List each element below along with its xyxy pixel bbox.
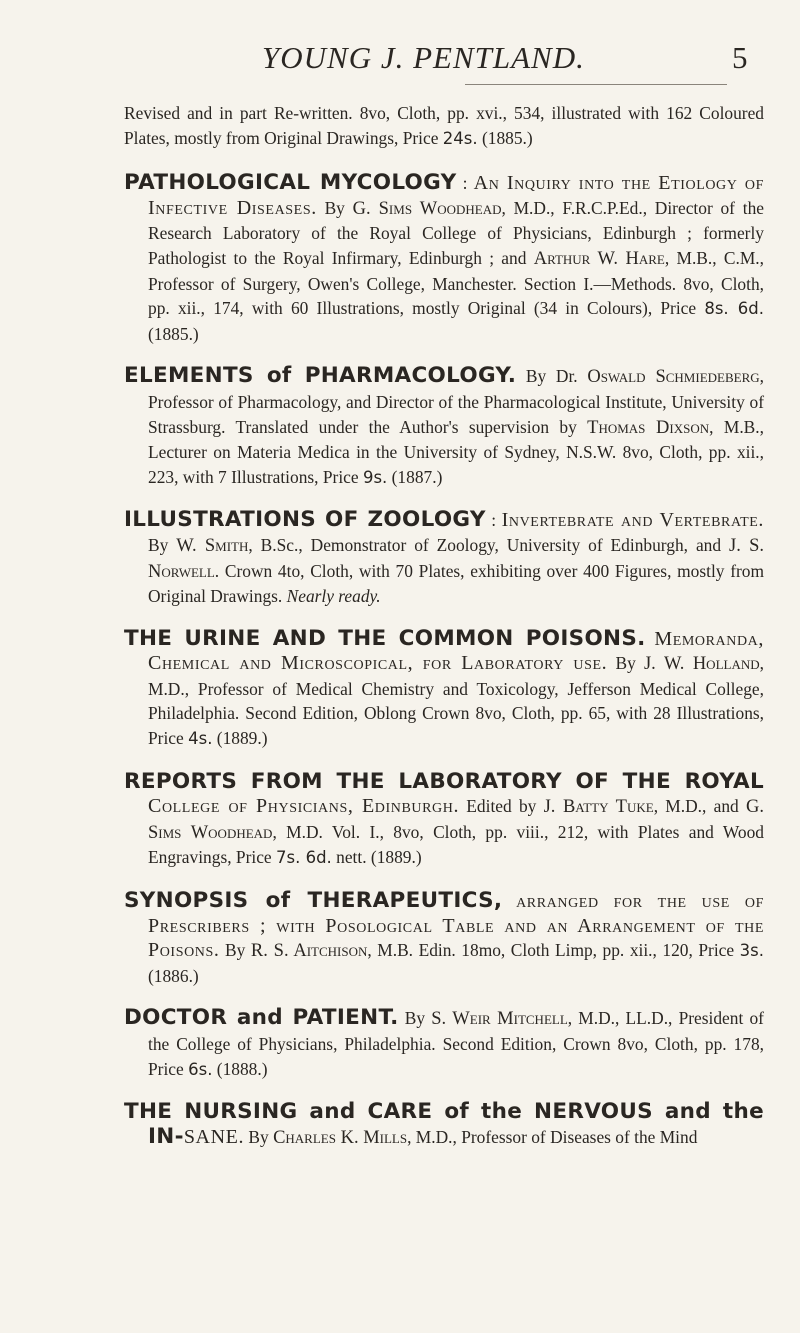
book-entry-urine-poisons: THE URINE AND THE COMMON POISONS. Memoranda, Chemical and Microscopical, for Laboratory use. By J. W. Holland, M.D., Professor of Medical Chemistry and Toxicology, Jefferson Medical College, Philadelphia. Second Edition, Oblong Crown 8vo, Cloth, pp. 65, with 28 Illustrations, Price 4s. (1889.) [124,625,764,749]
book-title: ILLUSTRATIONS OF ZOOLOGY [124,507,486,533]
book-price: 6s. [188,1059,213,1079]
book-entry-laboratory-reports: REPORTS FROM THE LABORATORY OF THE ROYAL College of Physicians, Edinburgh. Edited by J. Batty Tuke, M.D., and G. Sims Woodhead, M.D. Vol. I., 8vo, Cloth, pp. viii., 212, with Plates and Wood Engravings, Price 7s. 6d. nett. (1889.) [124,768,764,868]
book-author: S. Weir Mitchell [431,1009,568,1030]
book-list [124,101,764,1168]
header-rule [465,84,727,85]
book-title: THE NURSING and CARE of the NERVOUS and the IN- [124,1099,764,1149]
running-title: YOUNG J. PENTLAND. [262,40,585,75]
book-author: Arthur W. Hare [533,248,665,269]
book-author: J. S. Norwell [148,535,764,582]
book-author: G. Sims Woodhead [352,198,502,219]
book-author: W. Smith [176,535,249,556]
book-author: Thomas Dixson [587,417,710,438]
book-title: DOCTOR and PATIENT. [124,1005,399,1031]
book-author: Oswald Schmiedeberg [587,367,760,388]
book-entry-pathological-mycology: PATHOLOGICAL MYCOLOGY : An Inquiry into the Etiology of Infective Diseases. By G. Sims Woodhead, M.D., F.R.C.P.Ed., Director of the Research Laboratory of the Royal College of Physicians, Edinburgh ; formerly Pathologist to the Royal Infirmary, Edinburgh ; and Arthur W. Hare, M.B., C.M., Professor of Surgery, Owen's College, Manchester. Section I.—Methods. 8vo, Cloth, pp. xii., 174, with 60 Illustrations, mostly Original (34 in Colours), Price 8s. 6d. (1885.) [124,170,764,344]
book-entry-synopsis-therapeutics: SYNOPSIS of THERAPEUTICS, arranged for the use of Prescribers ; with Posological Table and an Arrangement of the Poisons. By R. S. Aitchison, M.B. Edin. 18mo, Cloth Limp, pp. xii., 120, Price 3s. (1886.) [124,888,764,986]
page-number: 5 [732,40,748,75]
book-author: J. Batty Tuke [543,797,654,818]
book-author: Charles K. Mills [273,1127,408,1148]
book-title: SYNOPSIS of THERAPEUTICS, [124,888,503,914]
book-title: THE URINE AND THE COMMON POISONS. [124,625,646,651]
book-author: G. Sims Woodhead [148,797,764,843]
book-author: R. S. Aitchison [250,941,368,962]
book-title: ELEMENTS of PHARMACOLOGY. [124,363,517,389]
book-entry-nursing-care: THE NURSING and CARE of the NERVOUS and the IN-SANE. By Charles K. Mills, M.D., Professor of Diseases of the Mind [124,1099,764,1149]
book-price: 4s. [188,729,213,749]
book-price: 3s. [739,941,764,961]
book-author: J. W. Holland [643,654,760,675]
book-entry-continuation: Revised and in part Re-written. 8vo, Cloth, pp. xvi., 534, illustrated with 162 Coloured Plates, mostly from Original Drawings, Price 24s. (1885.) [124,103,764,148]
availability-note: Nearly ready. [286,586,381,607]
book-subtitle: College of Physicians, Edinburgh. [148,795,460,818]
book-subtitle: An Inquiry into the Etiology of Infective Diseases. [148,172,764,219]
book-price: 7s. 6d. [275,848,332,868]
book-subtitle: arranged for the use of Prescribers ; with Posological Table and an Arrangement of the Poisons. [148,890,764,962]
running-header [0,40,800,80]
book-subtitle: Invertebrate and Vertebrate. [501,509,765,532]
book-entry-illustrations-zoology: ILLUSTRATIONS OF ZOOLOGY : Invertebrate and Vertebrate. By W. Smith, B.Sc., Demonstrator of Zoology, University of Edinburgh, and J. S. Norwell. Crown 4to, Cloth, with 70 Plates, exhibiting over 400 Figures, mostly from Original Drawings. Nearly ready. [124,507,765,607]
book-title: PATHOLOGICAL MYCOLOGY [124,170,457,196]
book-subtitle: Memoranda, Chemical and Microscopical, for Laboratory use. [148,627,764,675]
book-price: 9s. [362,467,388,487]
book-price: 24s. [442,128,478,148]
book-entry-elements-pharmacology: ELEMENTS of PHARMACOLOGY. By Dr. Oswald Schmiedeberg, Professor of Pharmacology, and Director of the Pharmacological Institute, University of Strassburg. Translated under the Author's supervision by Thomas Dixson, M.B., Lecturer on Materia Medica in the University of Sydney, N.S.W. 8vo, Cloth, pp. xii., 223, with 7 Illustrations, Price 9s. (1887.) [124,363,764,487]
book-subtitle: SANE. [183,1125,245,1148]
book-title: REPORTS FROM THE LABORATORY OF THE ROYAL [124,768,764,794]
book-entry-doctor-patient: DOCTOR and PATIENT. By S. Weir Mitchell, M.D., LL.D., President of the College of Physicians, Philadelphia. Second Edition, Crown 8vo, Cloth, pp. 178, Price 6s. (1888.) [124,1005,764,1079]
book-price: 8s. 6d. [704,299,764,319]
